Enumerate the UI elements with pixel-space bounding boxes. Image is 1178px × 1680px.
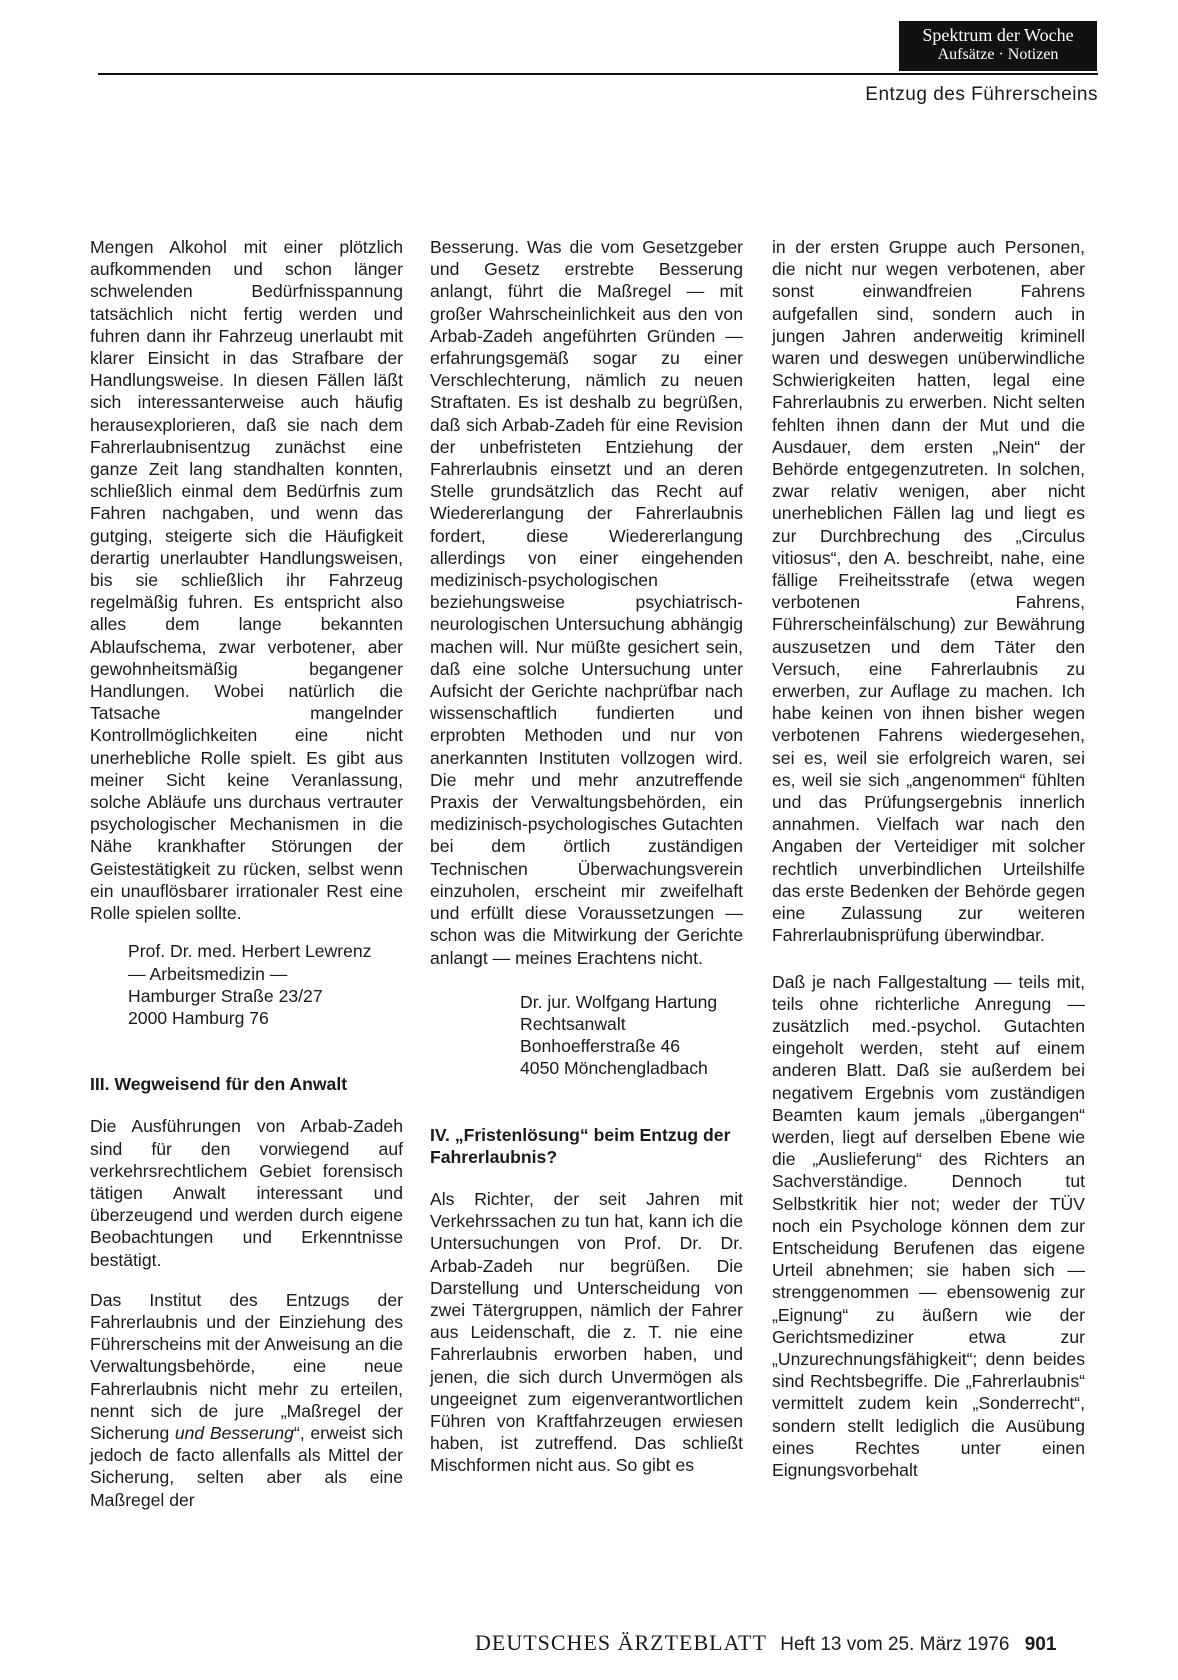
- author-city: 4050 Mönchengladbach: [520, 1058, 708, 1079]
- page-number: 901: [1024, 1634, 1057, 1655]
- emphasis-text: und Besserung: [174, 1422, 294, 1443]
- section-label-line2: Aufsätze · Notizen: [937, 46, 1059, 63]
- paragraph: Als Richter, der seit Jahren mit Verkehrssachen zu tun hat, kann ich die Untersuchungen von Prof. Dr. Dr. Arbab-Zadeh nur begrüßen. Die Darstellung und Unterscheidung von zwei Tätergruppen, nämlich der Fahrer aus Leidenschaft, die z. T. nie eine Fahrerlaubnis erworben haben, und jenen, die sich durch Unvermögen als ungeeignet zum eigenverantwortlichen Führen von Kraftfahrzeugen erwiesen haben, ist zutreffend. Das schließt Mischformen nicht aus. So gibt es: [430, 1188, 743, 1476]
- text-column-2: [430, 236, 743, 1477]
- author-street: Hamburger Straße 23/27: [128, 985, 323, 1006]
- section-label-line1: Spektrum der Woche: [922, 25, 1074, 45]
- section-label-box: [899, 21, 1097, 71]
- section-heading-4: IV. „Fristenlösung“ beim Entzug der Fahrerlaubnis?: [430, 1124, 731, 1167]
- text-column-3: [772, 236, 1085, 1481]
- author-department: — Arbeitsmedizin —: [128, 963, 288, 984]
- author-street: Bonhoefferstraße 46: [520, 1036, 681, 1057]
- page-footer: [475, 1630, 1056, 1656]
- paragraph-text: “, erweist sich jedoch de facto allenfalls als Mittel der Sicherung, selten aber als eine Maßregel der: [90, 1422, 403, 1510]
- header-rule: [98, 73, 1098, 75]
- author-signature-hartung: [430, 991, 743, 1080]
- paragraph: Die Ausführungen von Arbab-Zadeh sind für den vorwiegend auf verkehrsrechtlichem Gebiet forensisch tätigen Anwalt interessant und überzeugend und werden durch eigene Beobachtungen und Erkenntnisse bestätigt.: [90, 1116, 403, 1270]
- author-signature-lewrenz: [90, 940, 403, 1029]
- author-city: 2000 Hamburg 76: [128, 1007, 269, 1028]
- text-column-1: [90, 236, 403, 1511]
- paragraph: Mengen Alkohol mit einer plötzlich aufkommenden und schon länger schwelenden Bedürfnisspannung tatsächlich nicht fertig werden und fuhren dann ihr Fahrzeug unerlaubt mit klarer Einsicht in das Strafbare der Handlungsweise. In diesen Fällen läßt sich interessanterweise auch häufig herausexplorieren, daß sie nach dem Fahrerlaubnisentzug zunächst eine ganze Zeit lang standhalten konnten, schließlich einmal dem Bedürfnis zum Fahren nachgaben, und wenn das gutging, steigerte sich die Häufigkeit derartig unerlaubter Handlungsweisen, bis sie schließlich ihr Fahrzeug regelmäßig fuhren. Es entspricht also alles dem lange bekannten Ablaufschema, zwar verbotener, aber gewohnheitsmäßig begangener Handlungen. Wobei natürlich die Tatsache mangelnder Kontrollmöglichkeiten eine nicht unerhebliche Rolle spielt. Es gibt aus meiner Sicht keine Veranlassung, solche Abläufe uns durchaus vertrauter psychologischer Mechanismen in die Nähe krankhafter Störungen der Geistestätigkeit zu rücken, selbst wenn ein unauflösbarer irrationaler Rest eine Rolle spielen sollte.: [90, 237, 403, 924]
- paragraph: [90, 1289, 403, 1511]
- author-name: Prof. Dr. med. Herbert Lewrenz: [128, 941, 372, 962]
- paragraph: in der ersten Gruppe auch Personen, die nicht nur wegen verbotenen, aber sonst einwandfreien Fahrens aufgefallen sind, sondern auch in jungen Jahren anderweitig kriminell waren und deswegen unüberwindliche Schwierigkeiten hatten, legal eine Fahrerlaubnis zu erwerben. Nicht selten fehlten ihnen dann der Mut und die Ausdauer, dem ersten „Nein“ der Behörde entgegenzutreten. In solchen, zwar relativ wenigen, aber nicht unerheblichen Fällen lag und liegt es zur Durchbrechung des „Circulus vitiosus“, den A. beschreibt, nahe, eine fällige Freiheitsstrafe (etwa wegen verbotenen Fahrens, Führerscheinfälschung) zur Bewährung auszusetzen und dem Täter den Versuch, eine Fahrerlaubnis zu erwerben, zur Auflage zu machen. Ich habe keinen von ihnen bisher wegen verbotenen Fahrens wiedergesehen, sei es, weil sie erfolgreich waren, sei es, weil sie sich „angenommen“ fühlten und das Prüfungsergebnis innerlich annahmen. Vielfach war nach den Angaben der Verteidiger mit solcher rechtlich unverbindlichen Urteilshilfe das erste Bedenken der Behörde gegen eine Zulassung zur weiteren Fahrerlaubnisprüfung überwindbar.: [772, 237, 1085, 946]
- author-name: Dr. jur. Wolfgang Hartung: [520, 991, 718, 1012]
- paragraph: Besserung. Was die vom Gesetzgeber und Gesetz erstrebte Besserung anlangt, führt die Maßregel — mit großer Wahrscheinlichkeit aus den von Arbab-Zadeh angeführten Gründen — erfahrungsgemäß sogar zu einer Verschlechterung, nämlich zu neuen Straftaten. Es ist deshalb zu begrüßen, daß sich Arbab-Zadeh für eine Revision der unbefristeten Entziehung der Fahrerlaubnis einsetzt und an deren Stelle grundsätzlich das Recht auf Wiedererlangung der Fahrerlaubnis fordert, diese Wiedererlangung allerdings von einer eingehenden medizinisch-psychologischen beziehungsweise psychiatrisch-neurologischen Untersuchung abhängig machen will. Nur müßte gesichert sein, daß eine solche Untersuchung unter Aufsicht der Gerichte nachprüfbar nach wissenschaftlich fundierten und erprobten Methoden und nur von anerkannten Instituten vollzogen wird. Die mehr und mehr anzutreffende Praxis der Verwaltungsbehörden, ein medizinisch-psychologisches Gutachten bei dem örtlich zuständigen Technischen Überwachungsverein einzuholen, erscheint mir zweifelhaft und erfüllt diese Voraussetzungen — schon was die Mitwirkung der Gerichte anlangt — meines Erachtens nicht.: [430, 237, 743, 968]
- section-heading-3: III. Wegweisend für den Anwalt: [90, 1074, 348, 1095]
- journal-name: DEUTSCHES ÄRZTEBLATT: [475, 1630, 767, 1655]
- running-title: Entzug des Führerscheins: [865, 84, 1098, 105]
- paragraph: Daß je nach Fallgestaltung — teils mit, teils ohne richterliche Anregung — zusätzlich med.-psychol. Gutachten eingeholt werden, steht auf einem anderen Blatt. Daß sie außerdem bei negativem Ergebnis vom zuständigen Beamten kaum jemals „übergangen“ werden, liegt auf derselben Ebene wie die „Auslieferung“ des Richters an Sachverständige. Dennoch tut Selbstkritik hier not; weder der TÜV noch ein Psychologe können dem zur Entscheidung Berufenen das eigene Urteil abnehmen; sie haben sich — strenggenommen — ebensowenig zur „Eignung“ zu äußern wie der Gerichtsmediziner etwa zur „Unzurechnungsfähigkeit“; denn beides sind Rechtsbegriffe. Die „Fahrerlaubnis“ vermittelt zudem kein „Sonderrecht“, sondern stellt lediglich die Ausübung eines Rechtes unter einen Eignungsvorbehalt: [772, 971, 1085, 1480]
- issue-info: Heft 13 vom 25. März 1976: [780, 1634, 1010, 1655]
- author-title: Rechtsanwalt: [520, 1013, 626, 1034]
- paragraph-text: Das Institut des Entzugs der Fahrerlaubnis und der Einziehung des Führerscheins mit der Anweisung an die Verwaltungsbehörde, eine neue Fahrerlaubnis nicht mehr zu erteilen, nennt sich de jure „Maßregel der Sicherung: [90, 1289, 403, 1443]
